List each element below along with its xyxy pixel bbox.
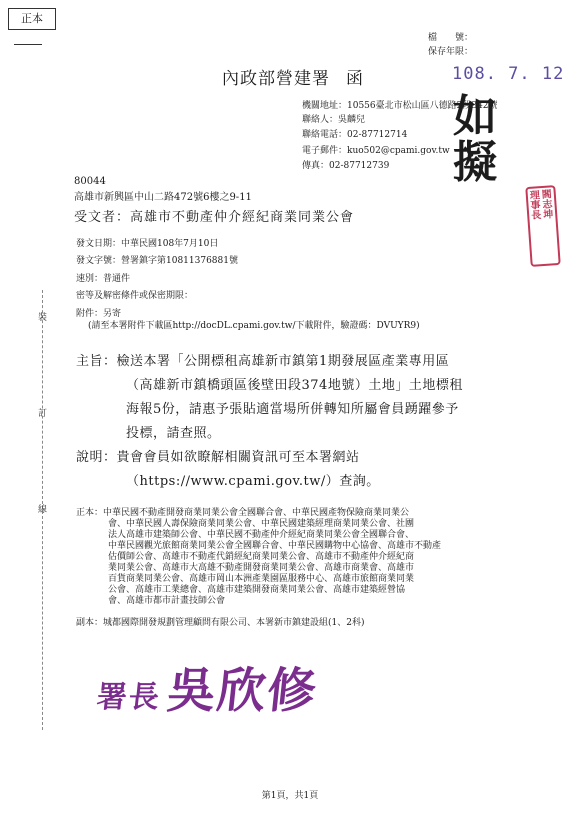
- original-recipients-line-8: 公會、高雄市工業總會、高雄市建築開發商業同業公會、高雄市建築經營協: [108, 585, 406, 595]
- director-signature-stamp: [94, 652, 321, 721]
- binding-mark-1: 裝: [38, 313, 48, 323]
- contact-email: 電子郵件：kuo502@cpami.gov.tw: [302, 146, 450, 156]
- issue-date: 發文日期：中華民國108年7月10日: [76, 239, 219, 249]
- original-recipients-line-3: 法人高雄市建築師公會、中華民國不動產仲介經紀商業同業公會全國聯合會、: [108, 530, 415, 540]
- seal-column-1: 理事長: [529, 190, 542, 222]
- page-footer: 第1頁，共1頁: [261, 791, 319, 801]
- approval-char-2: 擬: [453, 137, 497, 188]
- contact-phone: 聯絡電話：02-87712714: [302, 130, 408, 140]
- chairman-seal: [525, 185, 561, 267]
- agency-name: 內政部營建署: [222, 69, 330, 89]
- original-recipients-line-5: 估價師公會、高雄市不動產代銷經紀商業同業公會、高雄市不動產仲介經紀商: [108, 552, 415, 562]
- recipient: 受文者：高雄市不動產仲介經紀商業同業公會: [74, 210, 355, 225]
- recipient-address: 高雄市新興區中山二路472號6樓之9-11: [74, 192, 252, 203]
- contact-person: 聯絡人：吳麟兒: [302, 115, 366, 125]
- original-recipients-line-7: 百貨商業同業公會、高雄市岡山本洲產業園區服務中心、高雄市旅館商業同業: [108, 574, 415, 584]
- document-number: 發文字號：營署鎮字第10811376881號: [76, 256, 238, 266]
- copy-recipients: 副本：城都國際開發規劃管理顧問有限公司、本署新市鎮建設組(1、2科): [76, 618, 365, 628]
- original-recipients-line-4: 中華民國觀光旅館商業同業公會全國聯合會、中華民國購物中心協會、高雄市不動產: [108, 541, 442, 551]
- copy-label-box: 正本: [8, 8, 56, 30]
- original-recipients-line-9: 會、高雄市都市計畫技師公會: [108, 596, 226, 606]
- signature-name: 吳欣修: [164, 663, 321, 719]
- document-type: 函: [346, 69, 364, 89]
- agency-address: 機關地址：10556臺北市松山區八德路2段342號: [302, 101, 498, 111]
- signature-title: 署長: [95, 680, 163, 715]
- approval-stamp: [453, 91, 553, 188]
- explanation-line-1: 說明：貴會會員如欲瞭解相關資訊可至本署網站: [76, 450, 360, 465]
- secrecy-level: 密等及解密條件或保密期限：: [76, 291, 194, 301]
- divider: [14, 44, 42, 45]
- attachment: 附件：另寄: [76, 309, 122, 319]
- original-recipients-line-1: 正本：中華民國不動產開發商業同業公會全國聯合會、中華民國產物保險商業同業公: [76, 508, 410, 518]
- document-title: [222, 64, 364, 89]
- retention-label: 保存年限：: [428, 47, 474, 57]
- subject-line-4: 投標，請查照。: [126, 426, 221, 441]
- subject-line-3: 海報5份，請惠予張貼適當場所併轉知所屬會員踴躍參予: [126, 402, 459, 417]
- subject-line-1: 主旨：檢送本署「公開標租高雄新市鎮第1期發展區產業專用區: [76, 354, 450, 369]
- binding-mark-2: 訂: [38, 409, 48, 419]
- file-number-label: 檔 號：: [428, 33, 474, 43]
- original-recipients-line-6: 業同業公會、高雄市大高雄不動產開發商業同業公會、高雄市商業會、高雄市: [108, 563, 415, 573]
- contact-fax: 傳真：02-87712739: [302, 161, 390, 171]
- received-date-stamp: 108. 7. 12: [452, 64, 565, 84]
- recipient-postal-code: 80044: [74, 176, 106, 187]
- explanation-line-2: （https://www.cpami.gov.tw/）查詢。: [126, 474, 380, 489]
- original-recipients-line-2: 會、中華民國人壽保險商業同業公會、中華民國建築經理商業同業公會、社團: [108, 519, 415, 529]
- subject-line-2: （高雄新市鎮橋頭區後壁田段374地號）土地」土地標租: [126, 378, 463, 393]
- binding-mark-3: 線: [38, 505, 48, 515]
- approval-char-1: 如: [453, 91, 497, 142]
- seal-column-2: 閻志坤: [541, 189, 554, 221]
- delivery-speed: 速別：普通件: [76, 274, 131, 284]
- attachment-download-note: (請至本署附件下載區http://docDL.cpami.gov.tw/下載附件，驗證碼：DVUYR9): [88, 321, 420, 331]
